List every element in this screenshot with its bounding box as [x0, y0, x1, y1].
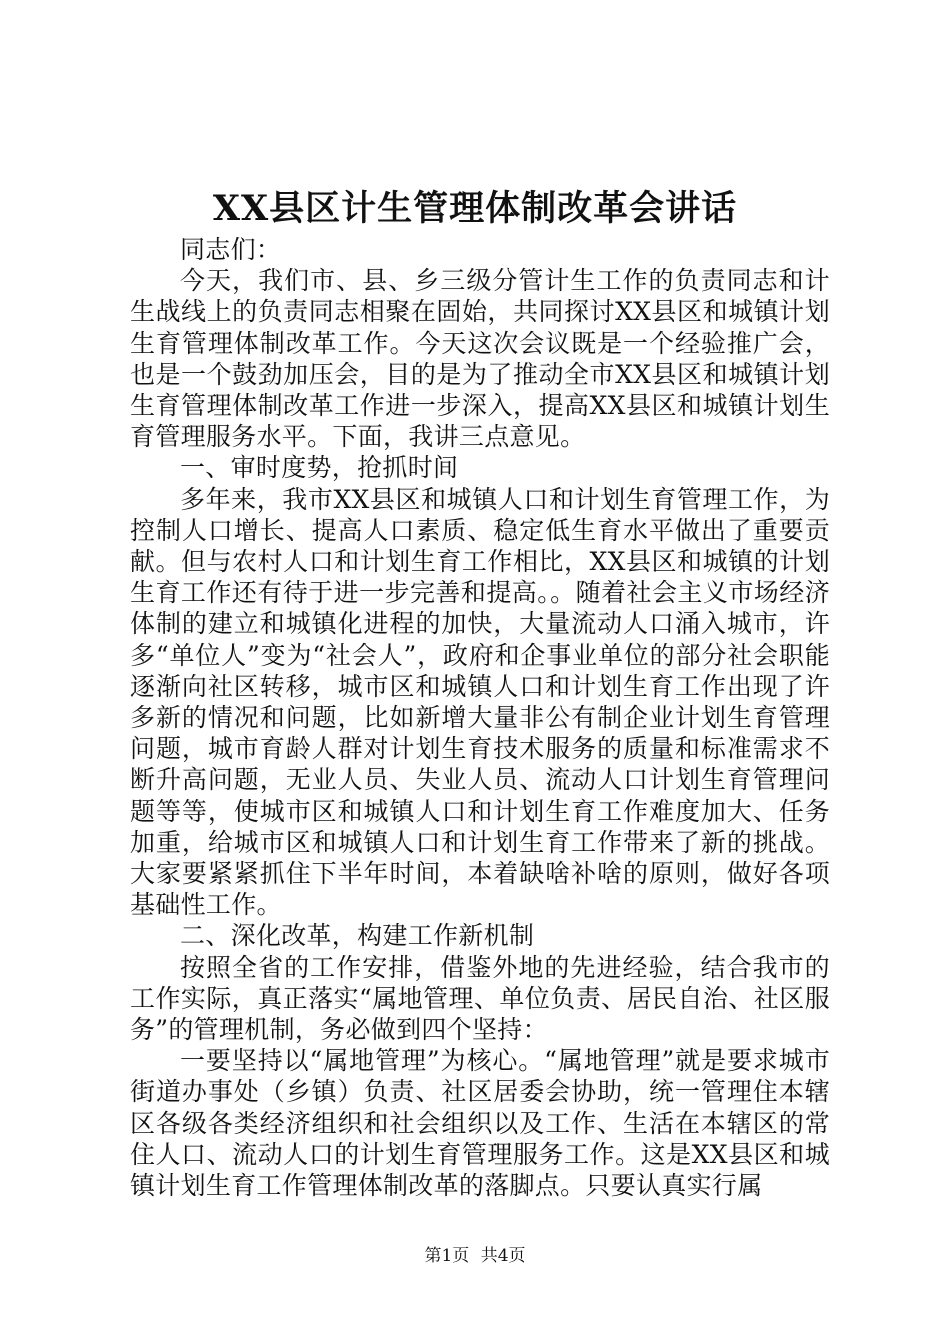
body-paragraph: 一要坚持以“属地管理”为核心。“属地管理”就是要求城市街道办事处（乡镇）负责、社区居委会协助，统一管理住本辖区各级各类经济组织和社会组织以及工作、生活在本辖区的常住人口、流动人口的计划生育管理服务工作。这是XX县区和城镇计划生育工作管理体制改革的落脚点。只要认真实行属	[130, 1046, 830, 1201]
document-body	[130, 234, 830, 1201]
body-paragraph: 多年来，我市XX县区和城镇人口和计划生育管理工作，为控制人口增长、提高人口素质、稳定低生育水平做出了重要贡献。但与农村人口和计划生育工作相比，XX县区和城镇的计划生育工作还有待于进一步完善和提高。。随着社会主义市场经济体制的建立和城镇化进程的加快，大量流动人口涌入城市，许多“单位人”变为“社会人”，政府和企事业单位的部分社会职能逐渐向社区转移，城市区和城镇人口和计划生育工作出现了许多新的情况和问题，比如新增大量非公有制企业计划生育管理问题，城市育龄人群对计划生育技术服务的质量和标准需求不断升高问题，无业人员、失业人员、流动人口计划生育管理问题等等，使城市区和城镇人口和计划生育工作难度加大、任务加重，给城市区和城镇人口和计划生育工作带来了新的挑战。大家要紧紧抓住下半年时间，本着缺啥补啥的原则，做好各项基础性工作。	[130, 484, 830, 920]
page-total: 共4页	[480, 1246, 526, 1266]
page-number: 第1页	[424, 1246, 470, 1266]
salutation-paragraph: 同志们：	[180, 235, 282, 264]
section-heading: 二、深化改革，构建工作新机制	[180, 921, 535, 951]
body-paragraph: 今天，我们市、县、乡三级分管计生工作的负责同志和计生战线上的负责同志相聚在固始，共同探讨XX县区和城镇计划生育管理体制改革工作。今天这次会议既是一个经验推广会，也是一个鼓劲加压会，目的是为了推动全市XX县区和城镇计划生育管理体制改革工作进一步深入，提高XX县区和城镇计划生育管理服务水平。下面，我讲三点意见。	[130, 266, 830, 452]
page-footer	[0, 1244, 950, 1268]
section-heading: 一、审时度势，抢抓时间	[180, 453, 459, 483]
document-title: XX县区计生管理体制改革会讲话	[212, 188, 738, 229]
body-paragraph: 按照全省的工作安排，借鉴外地的先进经验，结合我市的工作实际，真正落实“属地管理、单位负责、居民自治、社区服务”的管理机制，务必做到四个坚持：	[130, 952, 830, 1045]
